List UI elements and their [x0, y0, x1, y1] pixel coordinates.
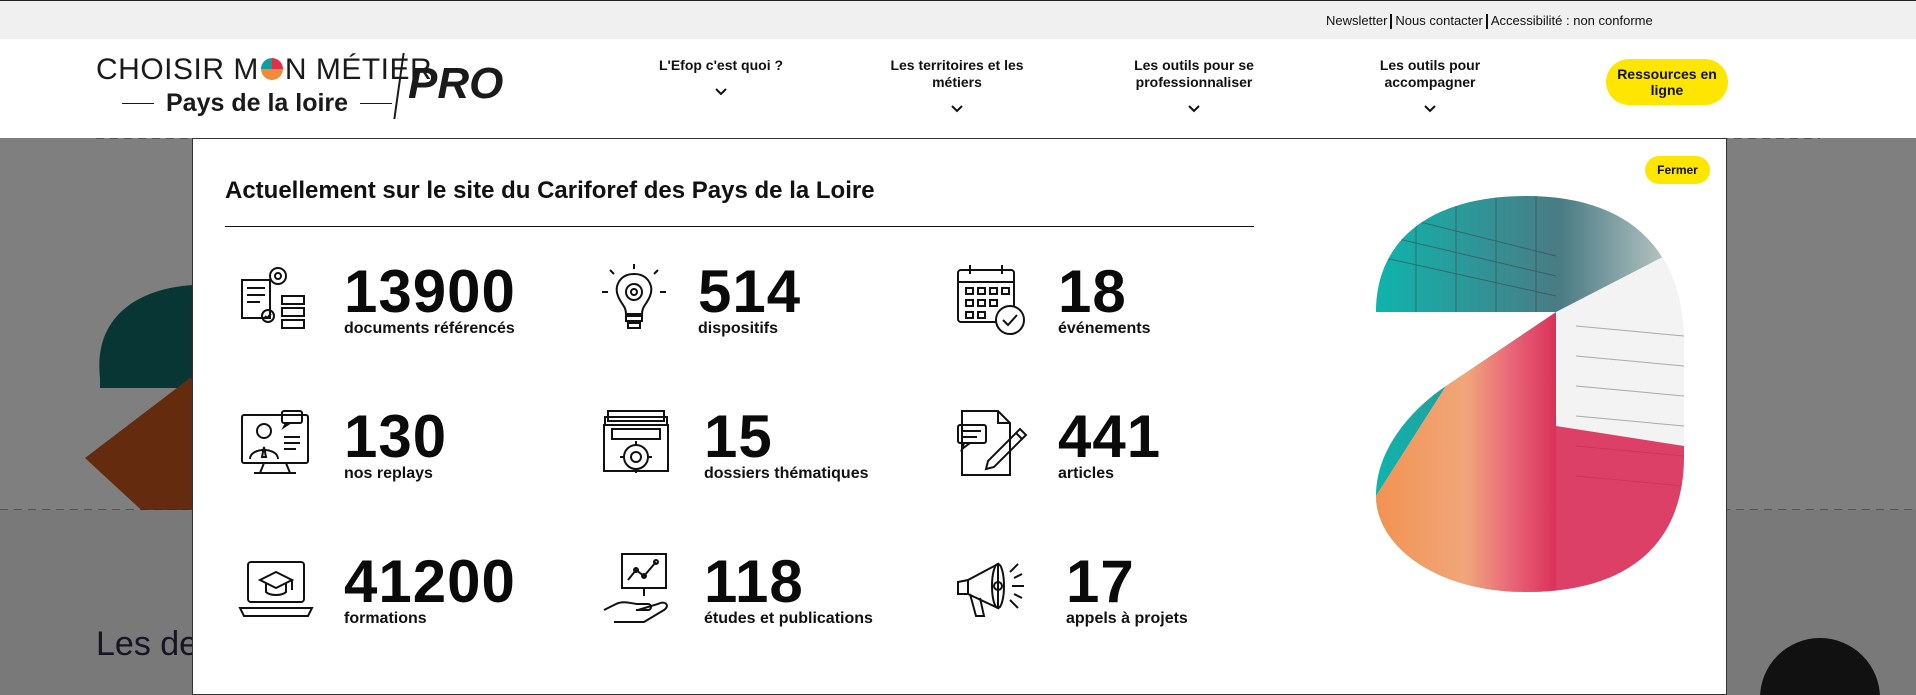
chart-hand-icon [602, 552, 678, 628]
stat-value: 17 [1066, 548, 1135, 615]
nav-accompagner[interactable]: Les outils pour accompagner [1340, 57, 1520, 115]
chevron-down-icon [950, 101, 964, 115]
stat-value: 18 [1058, 258, 1127, 325]
stat-label: études et publications [704, 610, 873, 627]
stat-value: 15 [704, 403, 773, 470]
lightbulb-gear-icon [596, 262, 672, 338]
stat-label: articles [1058, 465, 1115, 482]
stat-label: appels à projets [1066, 610, 1188, 627]
contact-link[interactable]: Nous contacter [1395, 13, 1483, 28]
chevron-down-icon [1423, 101, 1437, 115]
stat-value: 41200 [344, 548, 516, 615]
nav-professionnaliser[interactable]: Les outils pour se professionnaliser [1104, 57, 1284, 115]
title-divider [225, 226, 1254, 227]
laptop-graduation-icon [238, 552, 314, 628]
utility-bar [0, 0, 1916, 39]
stat-value: 441 [1058, 403, 1162, 470]
chevron-down-icon [1187, 101, 1201, 115]
megaphone-icon [954, 552, 1030, 628]
stat-value: 130 [344, 403, 448, 470]
document-pencil-icon [954, 407, 1030, 483]
stat-label: nos replays [344, 465, 433, 482]
library-photo [1376, 196, 1684, 592]
accessibility-link[interactable]: Accessibilité : non conforme [1490, 13, 1653, 28]
stat-label: formations [344, 610, 427, 627]
folder-gear-icon [602, 407, 678, 483]
stat-label: dispositifs [698, 320, 779, 337]
nav-territoires[interactable]: Les territoires et les métiers [867, 57, 1047, 115]
logo-o-mark-icon [259, 56, 285, 82]
stat-label: dossiers thématiques [704, 465, 869, 482]
ressources-en-ligne-button[interactable]: Ressources en ligne [1606, 59, 1728, 105]
stat-value: 514 [698, 258, 802, 325]
chevron-down-icon [714, 84, 728, 98]
logo-title: CHOISIR M N MÉTIER [96, 53, 433, 86]
stat-value: 118 [704, 548, 804, 615]
site-logo[interactable] [96, 53, 504, 133]
documents-gear-icon [238, 262, 314, 338]
utility-links [1323, 13, 1656, 29]
stat-value: 13900 [344, 258, 516, 325]
close-button[interactable]: Fermer [1645, 156, 1710, 184]
site-header [0, 39, 1916, 138]
nav-efop[interactable]: L'Efop c'est quoi ? [631, 57, 811, 98]
logo-pro: PRO [408, 59, 504, 108]
video-presenter-icon [238, 407, 314, 483]
stat-label: documents référencés [344, 320, 515, 337]
logo-subtitle: Pays de la loire [110, 89, 404, 118]
modal-title: Actuellement sur le site du Cariforef des Pays de la Loire [225, 177, 875, 204]
newsletter-link[interactable]: Newsletter [1326, 13, 1388, 28]
calendar-check-icon [954, 262, 1030, 338]
stat-label: événements [1058, 320, 1151, 337]
